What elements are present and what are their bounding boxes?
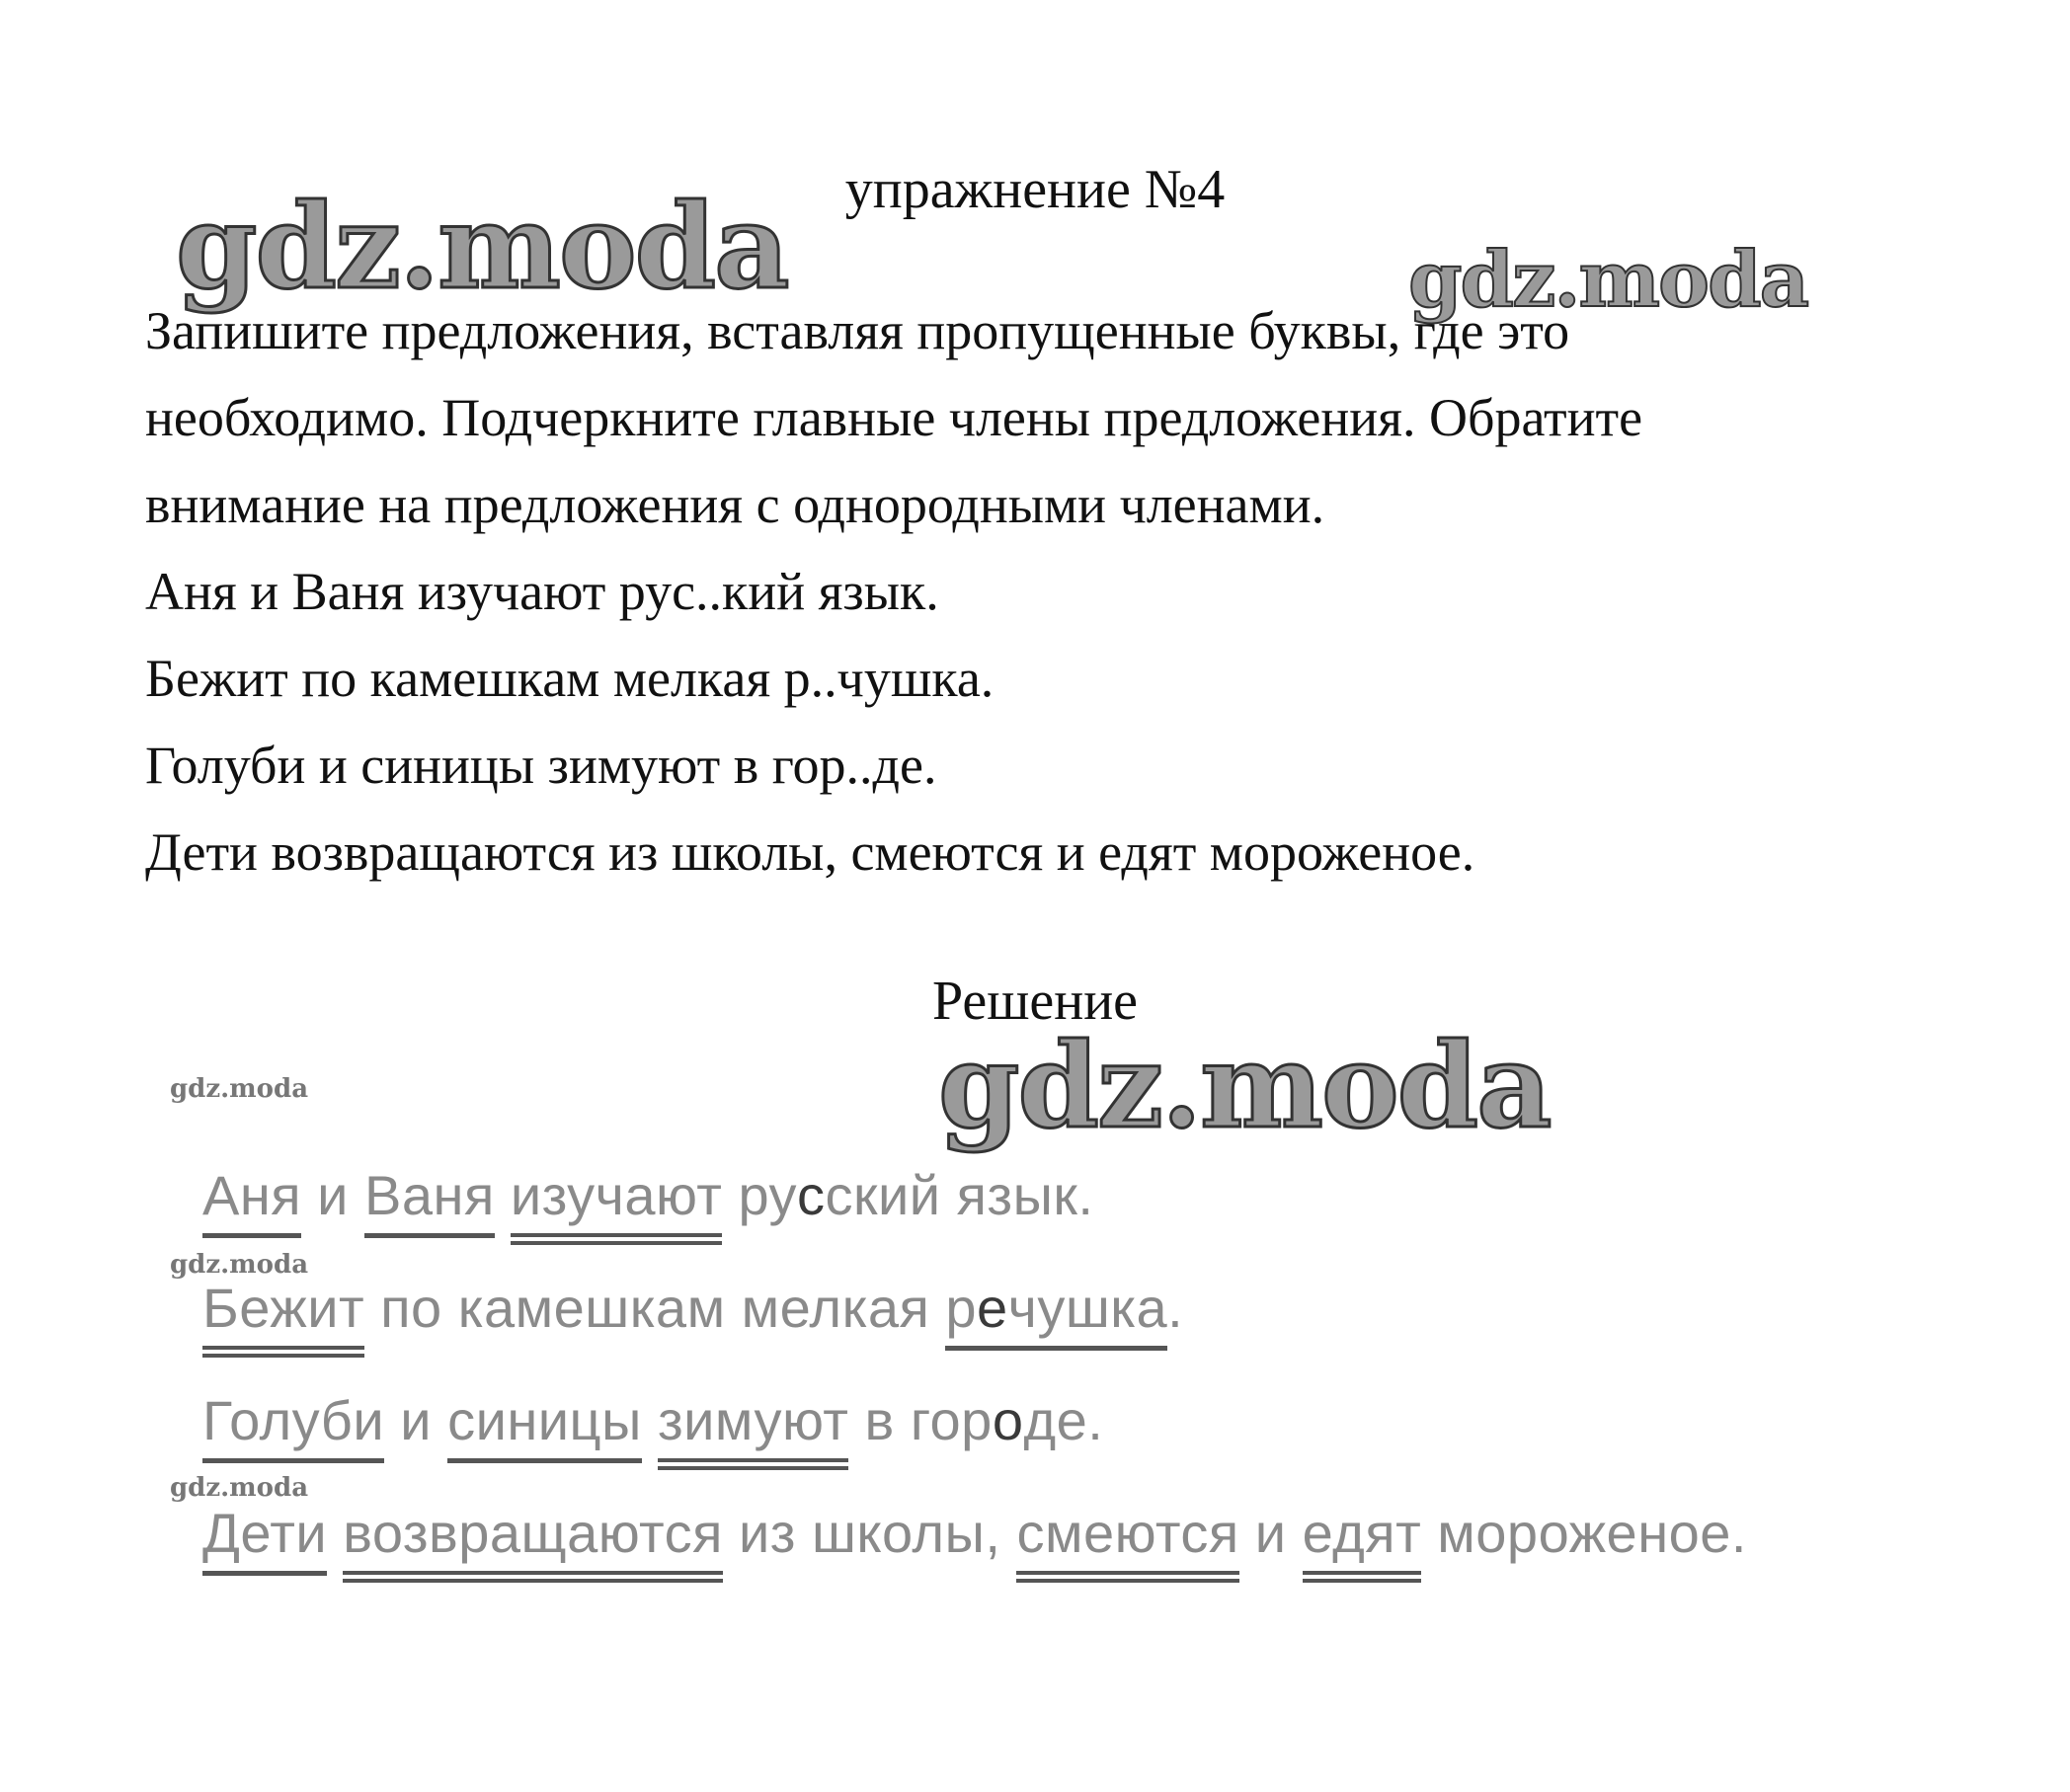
exercise-title: упражнение №4 — [844, 159, 1226, 220]
predicate: едят — [1303, 1501, 1422, 1583]
solution-sentence — [202, 1388, 1103, 1470]
inserted-letter: о — [992, 1389, 1024, 1451]
subject: синицы — [447, 1388, 642, 1463]
watermark-small: gdz.moda — [170, 1473, 309, 1503]
task-line: внимание на предложения с однородными членами. — [145, 475, 1325, 534]
word: и — [384, 1389, 448, 1451]
watermark: gdz.moda — [176, 178, 788, 315]
solution-sentence — [202, 1276, 1183, 1358]
word: мороженое. — [1421, 1502, 1747, 1564]
word: в гор — [848, 1389, 993, 1451]
word: ский язык. — [825, 1164, 1094, 1226]
subject: Аня — [202, 1163, 301, 1238]
word: из школы, — [722, 1502, 1017, 1564]
word — [327, 1501, 343, 1571]
predicate: возвращаются — [343, 1501, 723, 1583]
task-line: Бежит по камешкам мелкая р..чушка. — [145, 649, 995, 708]
solution-heading: Решение — [931, 971, 1139, 1032]
word: де. — [1023, 1389, 1104, 1451]
word: р — [945, 1277, 977, 1339]
task-line: необходимо. Подчеркните главные члены предложения. Обратите — [145, 388, 1643, 447]
word: чушка — [1007, 1277, 1168, 1339]
predicate: зимуют — [658, 1388, 849, 1470]
inserted-letter: е — [977, 1277, 1008, 1339]
subject: Голуби — [202, 1388, 384, 1463]
word — [495, 1163, 511, 1233]
word: и — [301, 1164, 365, 1226]
watermark-small: gdz.moda — [170, 1074, 309, 1104]
subject: Ваня — [364, 1163, 495, 1238]
watermark: gdz.moda — [938, 1017, 1551, 1154]
solution-sentence — [202, 1163, 1093, 1245]
word: и — [1238, 1502, 1303, 1564]
word — [642, 1388, 658, 1458]
word: по камешкам мелкая — [364, 1277, 946, 1339]
predicate: смеются — [1016, 1501, 1238, 1583]
word: . — [1167, 1277, 1184, 1339]
word: ру — [722, 1164, 797, 1226]
predicate: Бежит — [202, 1276, 364, 1358]
subject: Дети — [202, 1501, 327, 1576]
task-line: Аня и Ваня изучают рус..кий язык. — [145, 562, 939, 621]
task-line: Голуби и синицы зимуют в гор..де. — [145, 736, 937, 795]
watermark-small: gdz.moda — [170, 1250, 309, 1280]
subject — [945, 1276, 1167, 1351]
predicate: изучают — [511, 1163, 723, 1245]
inserted-letter: с — [796, 1164, 826, 1226]
task-line: Запишите предложения, вставляя пропущенные буквы, где это — [145, 301, 1570, 360]
solution-sentence — [202, 1501, 1747, 1583]
watermark: gdz.moda — [1408, 235, 1808, 325]
task-line: Дети возвращаются из школы, смеются и едят мороженое. — [145, 822, 1475, 882]
